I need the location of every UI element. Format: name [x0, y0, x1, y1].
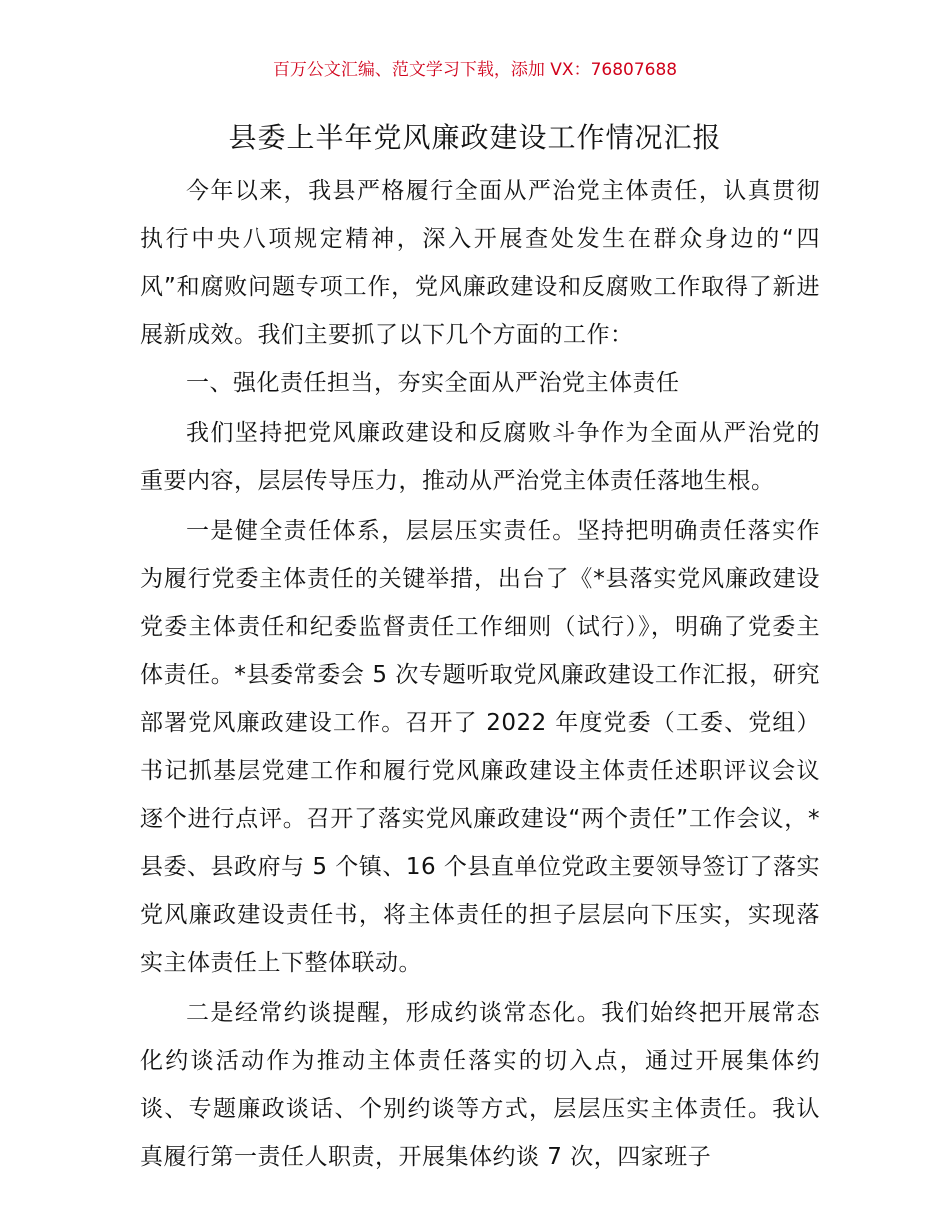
- paragraph-intro: 今年以来，我县严格履行全面从严治党主体责任，认真贯彻执行中央八项规定精神，深入开展查处发生在群众身边的“四风”和腐败问题专项工作，党风廉政建设和反腐败工作取得了新进展新成效。我们主要抓了以下几个方面的工作：: [140, 178, 820, 348]
- document-body: [140, 167, 820, 1181]
- paragraph-section-1-summary: 我们坚持把党风廉政建设和反腐败斗争作为全面从严治党的重要内容，层层传导压力，推动从严治党主体责任落地生根。: [140, 420, 820, 494]
- document-title: 县委上半年党风廉政建设工作情况汇报: [228, 121, 722, 154]
- section-heading-1: 一、强化责任担当，夯实全面从严治党主体责任: [186, 370, 680, 396]
- paragraph-responsibility-system: 一是健全责任体系，层层压实责任。坚持把明确责任落实作为履行党委主体责任的关键举措，出台了《*县落实党风廉政建设党委主体责任和纪委监督责任工作细则（试行）》，明确了党委主体责任。*县委常委会 5 次专题听取党风廉政建设工作汇报，研究部署党风廉政建设工作。召开了 2022 年度党委（工委、党组）书记抓基层党建工作和履行党风廉政建设主体责任述职评议会议逐个进行点评。召开了落实党风廉政建设“两个责任”工作会议，*县委、县政府与 5 个镇、16 个县直单位党政主要领导签订了落实党风廉政建设责任书，将主体责任的担子层层向下压实，实现落实主体责任上下整体联动。: [140, 518, 820, 976]
- header-banner: 百万公文汇编、范文学习下载，添加 VX：76807688: [272, 60, 678, 80]
- paragraph-regular-talks: 二是经常约谈提醒，形成约谈常态化。我们始终把开展常态化约谈活动作为推动主体责任落实的切入点，通过开展集体约谈、专题廉政谈话、个别约谈等方式，层层压实主体责任。我认真履行第一责任人职责，开展集体约谈 7 次，四家班子: [140, 1000, 820, 1170]
